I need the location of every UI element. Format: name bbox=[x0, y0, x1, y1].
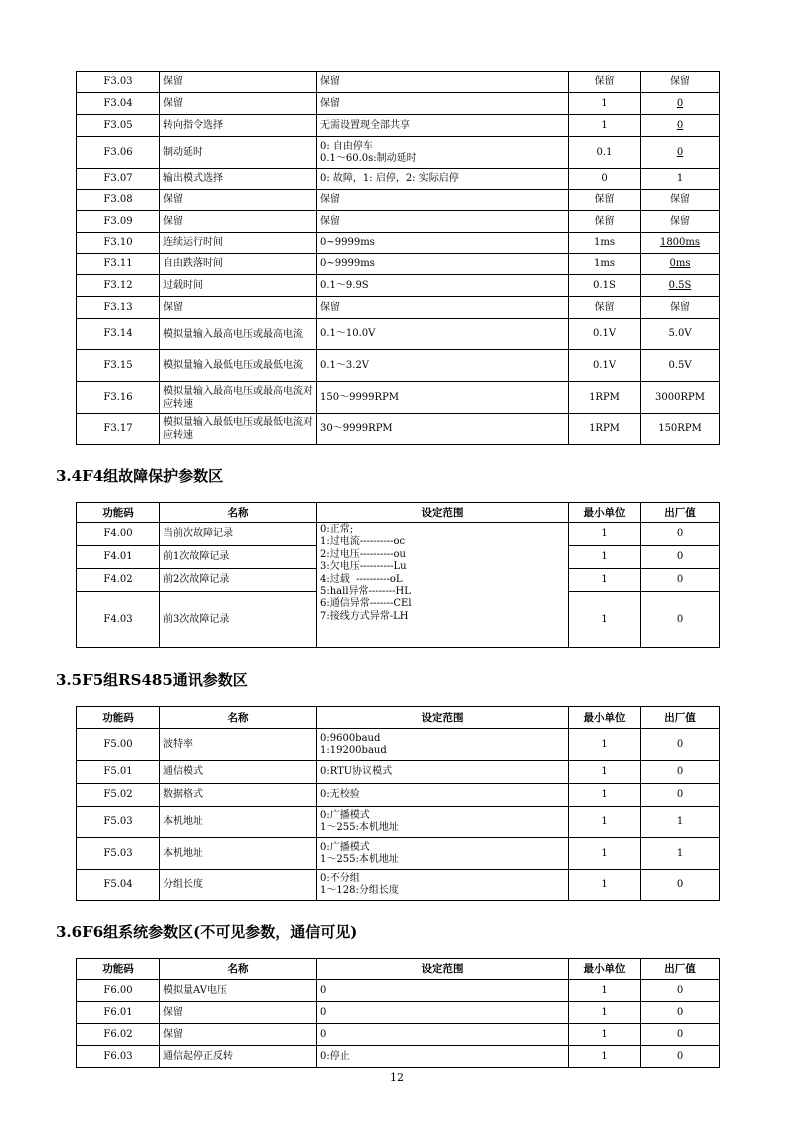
factory-default: 0 bbox=[641, 784, 720, 807]
setting-range-line: 0:不分组 bbox=[320, 873, 360, 884]
column-header: 最小单位 bbox=[569, 503, 641, 523]
column-header: 设定范围 bbox=[317, 503, 569, 523]
factory-default bbox=[641, 115, 720, 137]
section-title-f5: 3.5F5组RS485通讯参数区 bbox=[56, 671, 248, 689]
table-row bbox=[77, 1046, 720, 1068]
table-row bbox=[77, 233, 720, 254]
setting-range-line: 1～255:本机地址 bbox=[320, 853, 399, 865]
min-unit: 1 bbox=[569, 838, 641, 870]
factory-default: 保留 bbox=[641, 297, 720, 319]
parameter-name: 前3次故障记录 bbox=[160, 592, 317, 648]
min-unit: 1RPM bbox=[569, 414, 641, 445]
factory-default: 保留 bbox=[641, 211, 720, 233]
function-code: F5.04 bbox=[77, 870, 160, 901]
parameter-name: 保留 bbox=[160, 1024, 317, 1046]
function-code: F6.01 bbox=[77, 1002, 160, 1024]
min-unit: 1RPM bbox=[569, 382, 641, 414]
parameter-name: 过载时间 bbox=[160, 275, 317, 297]
setting-range: 0 bbox=[317, 980, 569, 1002]
table-row bbox=[77, 115, 720, 137]
setting-range: 0:RTU协议模式 bbox=[317, 761, 569, 784]
setting-range: 保留 bbox=[317, 211, 569, 233]
factory-default: 保留 bbox=[641, 190, 720, 211]
setting-range: 0.1～3.2V bbox=[317, 350, 569, 382]
setting-range: 150～9999RPM bbox=[317, 382, 569, 414]
table-row bbox=[77, 1002, 720, 1024]
parameter-name: 通信模式 bbox=[160, 761, 317, 784]
setting-range: 30～9999RPM bbox=[317, 414, 569, 445]
function-code: F3.05 bbox=[77, 115, 160, 137]
function-code: F6.03 bbox=[77, 1046, 160, 1068]
parameter-name: 数据格式 bbox=[160, 784, 317, 807]
function-code: F3.06 bbox=[77, 137, 160, 169]
f6-system-parameter-table bbox=[76, 958, 720, 1068]
factory-default: 0 bbox=[641, 592, 720, 648]
function-code: F3.14 bbox=[77, 319, 160, 350]
parameter-name: 制动延时 bbox=[160, 137, 317, 169]
parameter-name: 通信起停正反转 bbox=[160, 1046, 317, 1068]
min-unit: 1ms bbox=[569, 233, 641, 254]
parameter-name: 本机地址 bbox=[160, 807, 317, 838]
function-code: F3.17 bbox=[77, 414, 160, 445]
f3-parameter-table bbox=[76, 71, 720, 445]
table-row bbox=[77, 1024, 720, 1046]
factory-default: 5.0V bbox=[641, 319, 720, 350]
function-code: F3.03 bbox=[77, 72, 160, 93]
factory-default: 1 bbox=[641, 838, 720, 870]
function-code: F3.11 bbox=[77, 254, 160, 275]
function-code: F3.12 bbox=[77, 275, 160, 297]
function-code: F4.01 bbox=[77, 546, 160, 569]
f5-rs485-communication-table bbox=[76, 706, 720, 901]
function-code: F4.02 bbox=[77, 569, 160, 592]
function-code: F5.01 bbox=[77, 761, 160, 784]
min-unit: 保留 bbox=[569, 297, 641, 319]
column-header: 设定范围 bbox=[317, 959, 569, 980]
section-title-f6: 3.6F6组系统参数区(不可见参数，通信可见) bbox=[56, 923, 358, 941]
min-unit: 1 bbox=[569, 115, 641, 137]
function-code: F3.13 bbox=[77, 297, 160, 319]
table-row bbox=[77, 350, 720, 382]
function-code: F6.02 bbox=[77, 1024, 160, 1046]
setting-range: 0: 故障，1: 启停，2: 实际启停 bbox=[317, 169, 569, 190]
setting-range-line: 0:广播模式 bbox=[320, 810, 370, 821]
page-number: 12 bbox=[390, 1071, 404, 1084]
table-header-row bbox=[77, 707, 720, 729]
factory-default: 0 bbox=[641, 761, 720, 784]
column-header: 名称 bbox=[160, 503, 317, 523]
table-row bbox=[77, 169, 720, 190]
parameter-name: 波特率 bbox=[160, 729, 317, 761]
setting-range bbox=[317, 729, 569, 761]
setting-range-line: 0:正常; bbox=[320, 524, 354, 535]
min-unit: 1 bbox=[569, 93, 641, 115]
setting-range: 0.1～10.0V bbox=[317, 319, 569, 350]
factory-default: 0 bbox=[641, 1002, 720, 1024]
factory-default: 0.5V bbox=[641, 350, 720, 382]
min-unit: 1 bbox=[569, 546, 641, 569]
min-unit: 1 bbox=[569, 784, 641, 807]
factory-default-value: 0 bbox=[676, 119, 684, 131]
factory-default: 0 bbox=[641, 1024, 720, 1046]
column-header: 出厂值 bbox=[641, 503, 720, 523]
setting-range-line: 0:9600baud bbox=[320, 732, 381, 744]
table-row bbox=[77, 275, 720, 297]
parameter-name: 保留 bbox=[160, 190, 317, 211]
table-row bbox=[77, 297, 720, 319]
factory-default bbox=[641, 233, 720, 254]
table-row bbox=[77, 137, 720, 169]
factory-default bbox=[641, 137, 720, 169]
setting-range-line: 0.1～60.0s:制动延时 bbox=[320, 152, 417, 164]
table-row bbox=[77, 190, 720, 211]
setting-range: 保留 bbox=[317, 190, 569, 211]
setting-range: 保留 bbox=[317, 93, 569, 115]
min-unit: 1 bbox=[569, 807, 641, 838]
factory-default: 150RPM bbox=[641, 414, 720, 445]
function-code: F3.15 bbox=[77, 350, 160, 382]
table-row bbox=[77, 807, 720, 838]
factory-default-value: 0 bbox=[676, 146, 684, 158]
function-code: F5.02 bbox=[77, 784, 160, 807]
setting-range-line: 4:过载 ----------oL bbox=[320, 573, 403, 585]
factory-default bbox=[641, 254, 720, 275]
setting-range-line: 1:19200baud bbox=[320, 744, 387, 756]
table-row bbox=[77, 319, 720, 350]
factory-default: 0 bbox=[641, 1046, 720, 1068]
factory-default: 1 bbox=[641, 807, 720, 838]
table-row bbox=[77, 72, 720, 93]
setting-range bbox=[317, 807, 569, 838]
function-code: F3.04 bbox=[77, 93, 160, 115]
table-header-row bbox=[77, 503, 720, 523]
min-unit: 1 bbox=[569, 1002, 641, 1024]
setting-range: 0:无校验 bbox=[317, 784, 569, 807]
min-unit: 1 bbox=[569, 1024, 641, 1046]
factory-default bbox=[641, 275, 720, 297]
column-header: 功能码 bbox=[77, 503, 160, 523]
setting-range: 保留 bbox=[317, 72, 569, 93]
function-code: F3.16 bbox=[77, 382, 160, 414]
setting-range: 无需设置现全部共享 bbox=[317, 115, 569, 137]
parameter-name: 转向指令选择 bbox=[160, 115, 317, 137]
setting-range-line: 1:过电流----------oc bbox=[320, 536, 406, 548]
factory-default: 1 bbox=[641, 169, 720, 190]
f4-fault-protection-table bbox=[76, 502, 720, 648]
setting-range: 0~9999ms bbox=[317, 233, 569, 254]
min-unit: 0.1S bbox=[569, 275, 641, 297]
parameter-name: 模拟量输入最低电压或最低电流 bbox=[160, 350, 317, 382]
column-header: 出厂值 bbox=[641, 959, 720, 980]
min-unit: 保留 bbox=[569, 72, 641, 93]
setting-range: 0 bbox=[317, 1002, 569, 1024]
parameter-name: 本机地址 bbox=[160, 838, 317, 870]
min-unit: 1 bbox=[569, 870, 641, 901]
table-row bbox=[77, 980, 720, 1002]
setting-range-line: 7:接线方式异常-LH bbox=[320, 610, 409, 622]
factory-default: 0 bbox=[641, 870, 720, 901]
parameter-name: 保留 bbox=[160, 297, 317, 319]
function-code: F3.08 bbox=[77, 190, 160, 211]
min-unit: 1 bbox=[569, 569, 641, 592]
min-unit: 0.1V bbox=[569, 319, 641, 350]
table-row bbox=[77, 838, 720, 870]
factory-default: 0 bbox=[641, 546, 720, 569]
parameter-name: 前1次故障记录 bbox=[160, 546, 317, 569]
function-code: F5.03 bbox=[77, 807, 160, 838]
min-unit: 保留 bbox=[569, 190, 641, 211]
function-code: F5.00 bbox=[77, 729, 160, 761]
factory-default: 保留 bbox=[641, 72, 720, 93]
min-unit: 1 bbox=[569, 592, 641, 648]
factory-default: 0 bbox=[641, 729, 720, 761]
setting-range-line: 5:hall异常--------HL bbox=[320, 585, 411, 597]
setting-range: 0 bbox=[317, 1024, 569, 1046]
min-unit: 1 bbox=[569, 523, 641, 546]
parameter-name: 保留 bbox=[160, 93, 317, 115]
function-code: F3.07 bbox=[77, 169, 160, 190]
setting-range-line: 0: 自由停车 bbox=[320, 140, 373, 152]
table-row bbox=[77, 211, 720, 233]
parameter-name: 前2次故障记录 bbox=[160, 569, 317, 592]
setting-range-line: 0:广播模式 bbox=[320, 841, 370, 853]
factory-default-value: 0.5S bbox=[668, 279, 692, 291]
min-unit: 0 bbox=[569, 169, 641, 190]
factory-default: 3000RPM bbox=[641, 382, 720, 414]
min-unit: 0.1V bbox=[569, 350, 641, 382]
function-code: F3.09 bbox=[77, 211, 160, 233]
function-code: F5.03 bbox=[77, 838, 160, 870]
parameter-name: 模拟量输入最低电压或最低电流对应转速 bbox=[160, 414, 317, 445]
column-header: 最小单位 bbox=[569, 959, 641, 980]
table-row bbox=[77, 93, 720, 115]
parameter-name: 输出模式选择 bbox=[160, 169, 317, 190]
factory-default-value: 0ms bbox=[669, 258, 691, 269]
parameter-name: 模拟量输入最高电压或最高电流对应转速 bbox=[160, 382, 317, 414]
setting-range bbox=[317, 523, 569, 648]
factory-default-value: 0 bbox=[676, 97, 684, 109]
factory-default: 0 bbox=[641, 523, 720, 546]
parameter-name: 当前次故障记录 bbox=[160, 523, 317, 546]
table-row bbox=[77, 414, 720, 445]
setting-range-line: 6:通信异常-------CEl bbox=[320, 598, 412, 610]
setting-range bbox=[317, 137, 569, 169]
function-code: F4.00 bbox=[77, 523, 160, 546]
column-header: 设定范围 bbox=[317, 707, 569, 729]
column-header: 名称 bbox=[160, 707, 317, 729]
column-header: 名称 bbox=[160, 959, 317, 980]
setting-range bbox=[317, 870, 569, 901]
parameter-name: 模拟量AV电压 bbox=[160, 980, 317, 1002]
parameter-name: 保留 bbox=[160, 211, 317, 233]
min-unit: 1 bbox=[569, 761, 641, 784]
function-code: F4.03 bbox=[77, 592, 160, 648]
table-row bbox=[77, 870, 720, 901]
table-row bbox=[77, 382, 720, 414]
parameter-name: 保留 bbox=[160, 1002, 317, 1024]
table-row bbox=[77, 761, 720, 784]
min-unit: 保留 bbox=[569, 211, 641, 233]
setting-range-line: 1～128:分组长度 bbox=[320, 885, 399, 896]
table-row bbox=[77, 784, 720, 807]
setting-range-line: 2:过电压----------ou bbox=[320, 548, 406, 560]
min-unit: 1 bbox=[569, 1046, 641, 1068]
factory-default: 0 bbox=[641, 980, 720, 1002]
factory-default-value: 1800ms bbox=[659, 237, 701, 248]
setting-range bbox=[317, 838, 569, 870]
parameter-name: 分组长度 bbox=[160, 870, 317, 901]
setting-range: 0~9999ms bbox=[317, 254, 569, 275]
parameter-name: 模拟量输入最高电压或最高电流 bbox=[160, 319, 317, 350]
column-header: 功能码 bbox=[77, 707, 160, 729]
factory-default: 0 bbox=[641, 569, 720, 592]
min-unit: 1 bbox=[569, 980, 641, 1002]
column-header: 功能码 bbox=[77, 959, 160, 980]
column-header: 最小单位 bbox=[569, 707, 641, 729]
table-row bbox=[77, 729, 720, 761]
parameter-name: 保留 bbox=[160, 72, 317, 93]
column-header: 出厂值 bbox=[641, 707, 720, 729]
setting-range: 保留 bbox=[317, 297, 569, 319]
table-row bbox=[77, 254, 720, 275]
setting-range-line: 1～255:本机地址 bbox=[320, 822, 399, 833]
min-unit: 0.1 bbox=[569, 137, 641, 169]
parameter-name: 自由跌落时间 bbox=[160, 254, 317, 275]
setting-range-line: 3:欠电压----------Lu bbox=[320, 561, 407, 573]
min-unit: 1 bbox=[569, 729, 641, 761]
setting-range: 0.1～9.9S bbox=[317, 275, 569, 297]
function-code: F3.10 bbox=[77, 233, 160, 254]
parameter-name: 连续运行时间 bbox=[160, 233, 317, 254]
table-header-row bbox=[77, 959, 720, 980]
table-row bbox=[77, 523, 720, 546]
section-title-f4: 3.4F4组故障保护参数区 bbox=[56, 467, 224, 485]
setting-range: 0:停止 bbox=[317, 1046, 569, 1068]
function-code: F6.00 bbox=[77, 980, 160, 1002]
min-unit: 1ms bbox=[569, 254, 641, 275]
factory-default bbox=[641, 93, 720, 115]
